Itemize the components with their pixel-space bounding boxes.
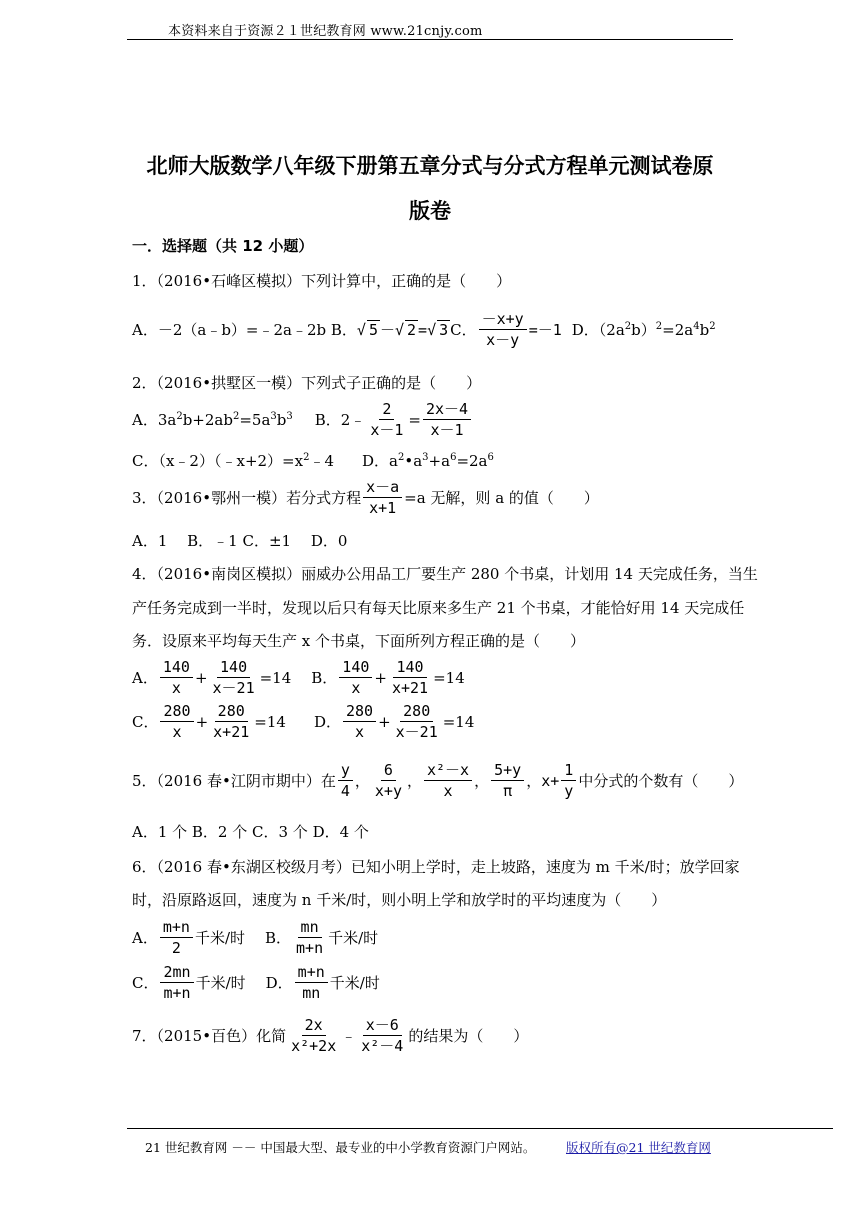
header-divider (127, 39, 733, 40)
question-2-options-ab (132, 400, 473, 439)
question-3-stem: 3．（2016•鄂州一模）若分式方程 $\frac{x-a}{x+1}$ =a 无解，则 a 的值（ ） (132, 478, 599, 517)
q4-option-b-label: B． (311, 669, 338, 687)
q2-option-b-fraction-2: $\frac{2x-4}{x-1}$ (423, 400, 471, 439)
document-title-line1: 北师大版数学八年级下册第五章分式与分式方程单元测试卷原 (146, 154, 714, 178)
q4-option-d-label: D． (313, 713, 341, 731)
question-6-stem-line2: 时，沿原路返回，速度为 n 千米/时，则小明上学和放学时的平均速度为（ ） (132, 891, 667, 909)
question-4-options-ab: A． $\frac{140}{x}$ + $\frac{140}{x-21}$ =14 B． $\frac{140}{x}$ + $\frac{140}{x+21}$ =14 (132, 658, 465, 697)
q3-fraction: $\frac{x-a}{x+1}$ (363, 478, 402, 517)
question-7-stem: 7．（2015•百色）化简 $\frac{2x}{\text{x²+2x}}$ ﹣ $\frac{x-6}{\text{x²－4}}$ 的结果为（ ） (132, 1016, 529, 1055)
q2-option-b-label: B．2﹣ (314, 411, 366, 429)
question-5-options: A．1 个 B．2 个 C．3 个 D．4 个 (132, 823, 369, 841)
question-4-options-cd: C． $\frac{280}{x}$ + $\frac{280}{x+21}$ =14 D． $\frac{280}{x}$ + $\frac{280}{x-21}$ =14 (132, 702, 475, 741)
document-title-line2: 版卷 (409, 199, 451, 223)
question-3-options: A．1 B．﹣1 C．±1 D．0 (132, 532, 348, 550)
footer-divider (127, 1128, 833, 1129)
question-6-stem-line1: 6．（2016 春•东湖区校级月考）已知小明上学时，走上坡路，速度为 m 千米/时；放学回家 (132, 858, 740, 876)
question-2-options-cd (132, 450, 494, 471)
question-2-stem: 2．（2016•拱墅区一模）下列式子正确的是（ ） (132, 374, 482, 392)
question-5-stem: 5．（2016 春•江阴市期中）在 $\frac{y}{4}$ ， $\frac{6}{x+y}$ ， $\frac{\text{x²－x}}{x}$ ， $\frac{5+y}{\pi}$ ， x+ $\frac{1}{y}$ 中分式的个数有（ ） (132, 761, 744, 800)
q1-option-a: A．－2（a﹣b）=﹣2a﹣2b B． (132, 321, 357, 339)
q2-option-d: D．$a^2•a^3+a^6=2a^6$ (362, 452, 494, 470)
question-4-stem-line2: 产任务完成到一半时，发现以后只有每天比原来多生产 21 个书桌，才能恰好用 14 天完成任 (132, 599, 745, 617)
q1-option-c-rhs: =－1 (528, 321, 562, 339)
q2-option-c: C．$(x﹣2)(﹣x+2)=x^2﹣4$ (132, 452, 335, 470)
footer-site-description: 21 世纪教育网 －－ 中国最大型、最专业的中小学教育资源门户网站。 (145, 1140, 536, 1155)
footer-copyright-link[interactable]: 版权所有@21 世纪教育网 (566, 1140, 711, 1155)
question-4-stem-line1: 4．（2016•南岗区模拟）丽威办公用品工厂要生产 280 个书桌，计划用 14 天完成任务，当生 (132, 565, 758, 583)
question-6-options-ab: A． $\frac{m+n}{2}$ 千米/时 B． $\frac{mn}{m+n}$ 千米/时 (132, 918, 379, 957)
section-heading: 一．选择题（共 12 小题） (132, 237, 314, 255)
q6-option-d-label: D． (265, 974, 293, 992)
q6-option-a-label: A． (132, 929, 158, 947)
q6-option-b-label: B． (265, 929, 292, 947)
q1-option-c-fraction: $\frac{-x+y}{x-y}$ (479, 310, 527, 349)
q2-option-a: A．$3a^2b+2ab^2=5a^3b^3$ (132, 411, 293, 429)
question-1-stem: 1．（2016•石峰区模拟）下列计算中，正确的是（ ） (132, 272, 512, 290)
question-4-stem-line3: 务．设原来平均每天生产 x 个书桌，下面所列方程正确的是（ ） (132, 632, 585, 650)
q2-option-b-equals: = (408, 410, 421, 429)
q1-option-d: D．$(2a^2b)^2=2a^4b^2$ (571, 321, 716, 339)
question-6-options-cd: C． $\frac{2mn}{m+n}$ 千米/时 D． $\frac{m+n}{mn}$ 千米/时 (132, 963, 380, 1002)
q4-option-a-label: A． (132, 669, 158, 687)
q1-option-b: √ 5 －√ 2 =√ 3 (356, 321, 449, 339)
q4-option-c-label: C． (132, 713, 159, 731)
question-1-options (132, 310, 716, 349)
q2-option-b-fraction-1: $\frac{2}{x-1}$ (370, 400, 404, 439)
page-header-source: 本资料来自于资源２１世纪教育网 www.21cnjy.com (168, 24, 483, 39)
q1-option-c-label: C． (450, 321, 477, 339)
q6-option-c-label: C． (132, 974, 159, 992)
